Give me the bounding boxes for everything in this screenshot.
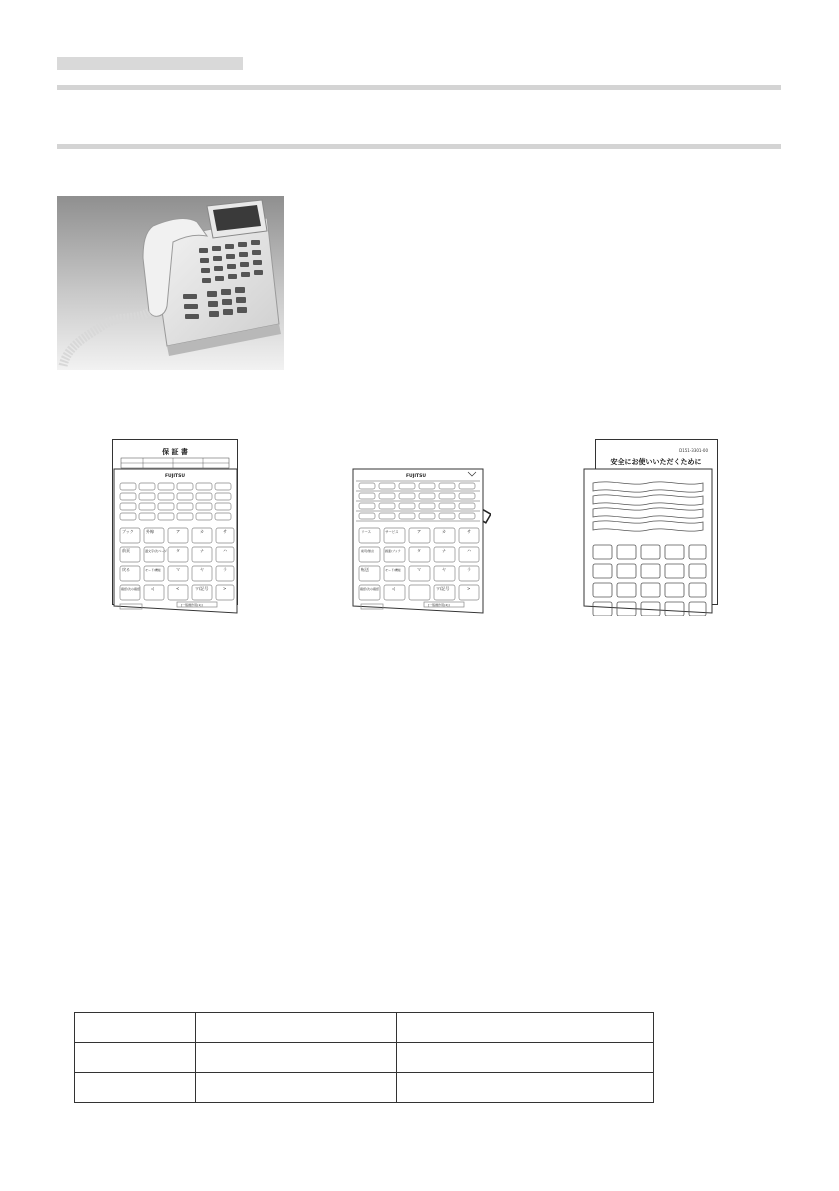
table-row xyxy=(75,1043,654,1073)
card1-key: 頭文字/次ページ xyxy=(145,549,167,553)
table-row xyxy=(75,1013,654,1043)
table-cell xyxy=(75,1013,196,1043)
card2-key: リース xyxy=(361,530,372,534)
table-cell xyxy=(196,1073,397,1103)
table-row xyxy=(75,1073,654,1103)
spec-table xyxy=(74,1012,654,1103)
card2-key: タ xyxy=(417,548,421,553)
card1-key: 確認/次の確認 xyxy=(121,587,141,591)
card1-key: ア xyxy=(176,529,180,534)
card1-key: 外線 xyxy=(146,529,154,534)
card1-key: ナ xyxy=(200,548,204,553)
card1-key: カ xyxy=(200,529,204,534)
table-cell xyxy=(75,1043,196,1073)
card1-key: ヤ xyxy=(200,567,204,572)
table-cell xyxy=(75,1073,196,1103)
card1-key: サ xyxy=(223,529,227,534)
card2-key: 画面/ブック xyxy=(385,549,401,553)
card1-key: タ xyxy=(176,548,180,553)
top-rule xyxy=(57,85,781,90)
card2-key: ラ xyxy=(467,567,471,572)
warranty-title: 保 証 書 xyxy=(162,448,188,456)
card2-key: 確認/次の確認 xyxy=(360,587,380,591)
section-rule xyxy=(57,144,781,149)
card1-key: < xyxy=(176,586,180,591)
card2-key: ハ xyxy=(467,548,471,553)
designation-card-2 xyxy=(350,466,486,616)
table-cell xyxy=(397,1073,654,1103)
card1-key: > xyxy=(223,586,227,591)
table-cell xyxy=(397,1013,654,1043)
table-cell xyxy=(397,1043,654,1073)
card2-key: 転送 xyxy=(361,567,369,572)
card1-key: ワ/記号 xyxy=(195,586,209,591)
card2-key: ナ xyxy=(442,548,446,553)
table-cell xyxy=(196,1013,397,1043)
card2-key: ア xyxy=(417,529,421,534)
card2-key: ヤ xyxy=(442,567,446,572)
card1-brand: FUJITSU xyxy=(164,474,186,479)
telephone-photo xyxy=(57,196,284,370)
card2-key: 前頁/無言 xyxy=(361,549,375,553)
card2-key: ワ/記号 xyxy=(436,586,450,591)
card2-key: サービス xyxy=(385,530,399,534)
card2-key: マ xyxy=(417,567,421,572)
section-tab-bar xyxy=(57,57,243,70)
card2-brand: FUJITSU xyxy=(405,474,427,479)
safety-code: D151-3301-00 xyxy=(679,448,708,453)
designation-card-3 xyxy=(581,466,715,616)
card1-key: ハ xyxy=(223,548,227,553)
designation-card-1 xyxy=(111,466,240,616)
card1-caption: [一般操作用(1)] xyxy=(181,603,203,607)
card1-key: モード/機能 xyxy=(145,568,161,572)
card1-key: ◁ xyxy=(151,586,155,591)
card2-key: カ xyxy=(442,529,446,534)
card1-key: ラ xyxy=(223,567,227,572)
card2-key: モード/機能 xyxy=(385,568,401,572)
card1-key: 戻る xyxy=(122,567,130,572)
card1-key: ブック xyxy=(122,529,134,534)
card2-caption: [一般操作用(2)] xyxy=(428,603,450,607)
table-cell xyxy=(196,1043,397,1073)
safety-title: 安全にお使いいただくために xyxy=(610,458,702,466)
card2-key: ◁ xyxy=(392,586,396,591)
card1-key: マ xyxy=(176,567,180,572)
card2-key: サ xyxy=(467,529,471,534)
card1-key: 前頁 xyxy=(122,548,130,553)
card2-key: > xyxy=(467,586,471,591)
